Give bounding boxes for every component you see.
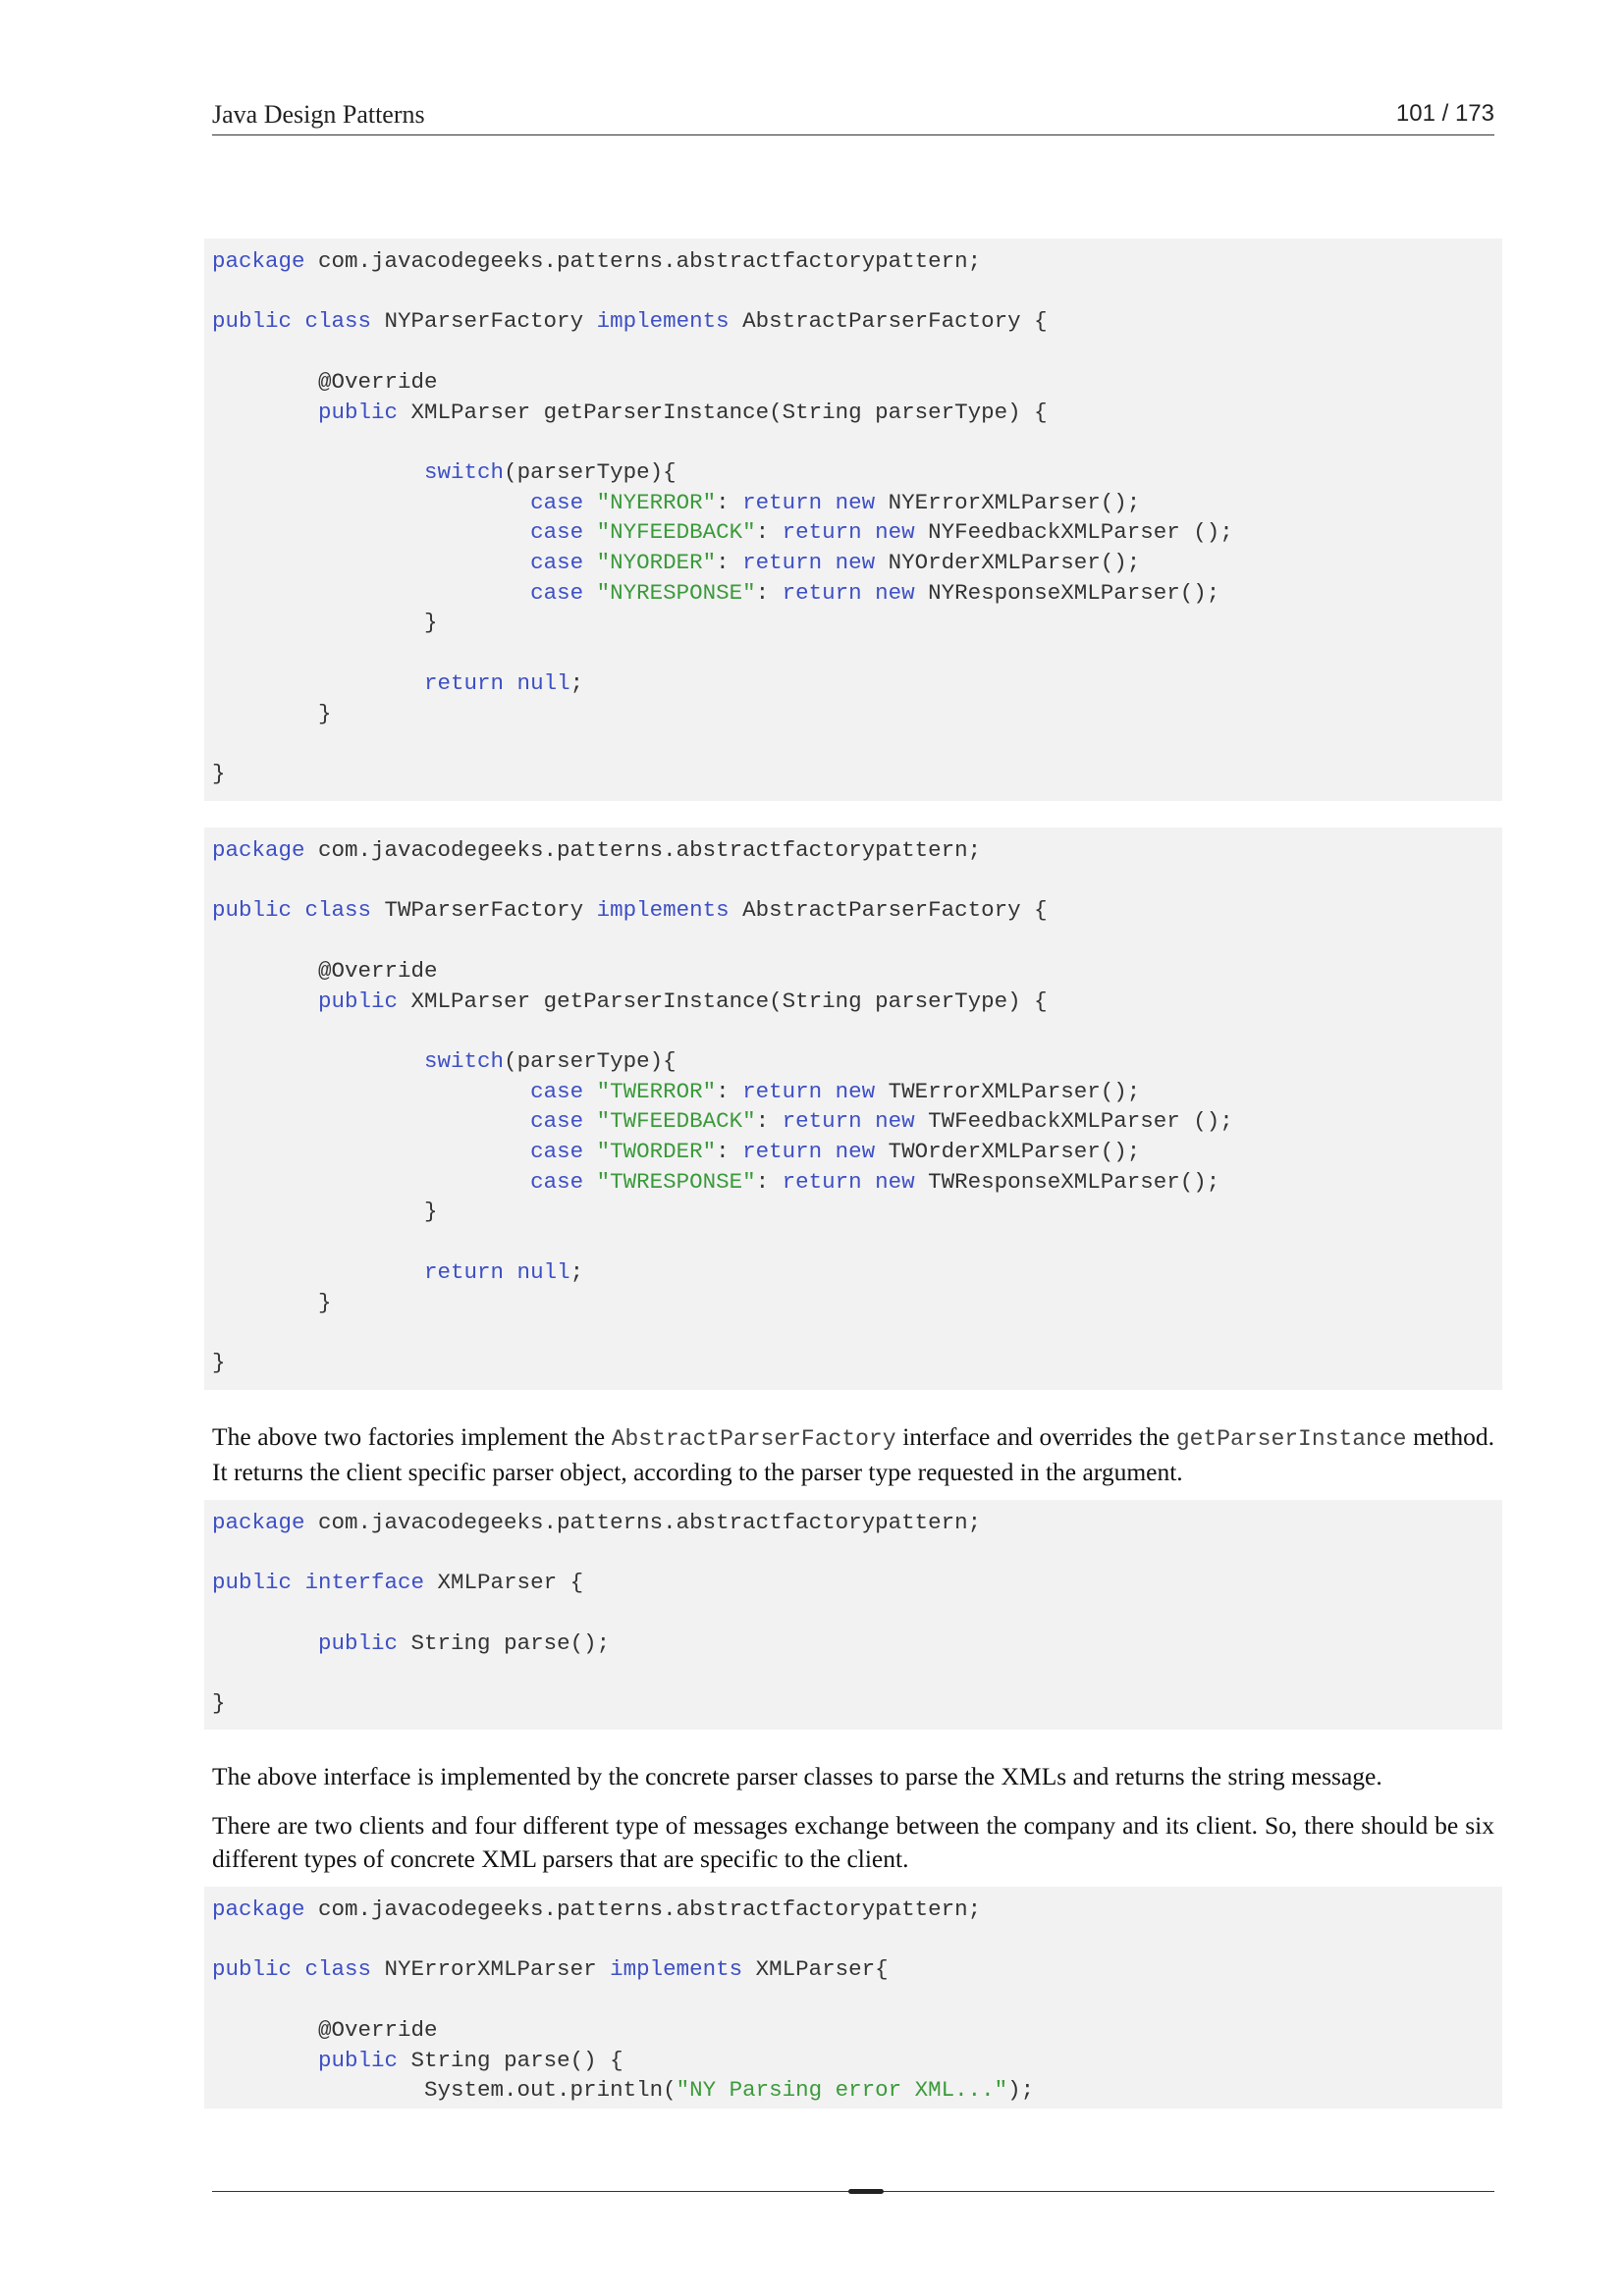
code-line	[212, 1079, 1140, 1104]
code-keyword: case	[530, 1108, 584, 1135]
code-text: String parse() {	[398, 2047, 623, 2073]
code-keyword: return new	[782, 519, 915, 546]
code-text	[583, 1139, 597, 1164]
code-line	[212, 958, 438, 984]
code-keyword: case	[530, 1168, 584, 1195]
code-keyword: public class	[212, 308, 372, 335]
code-text	[212, 2048, 318, 2073]
code-listing	[204, 1500, 1502, 1719]
code-keyword: public	[318, 1629, 399, 1656]
code-line	[212, 490, 1140, 515]
code-text	[212, 670, 424, 696]
code-text: :	[716, 550, 743, 576]
code-line	[212, 670, 583, 696]
code-line	[212, 369, 438, 395]
code-text	[212, 580, 530, 606]
code-line	[212, 2017, 438, 2043]
code-text: XMLParser{	[742, 1956, 889, 1983]
code-line	[212, 1290, 332, 1315]
code-text	[212, 1630, 318, 1656]
code-keyword: implements	[610, 1956, 743, 1983]
code-keyword: return new	[782, 1168, 915, 1195]
code-text: NYErrorXMLParser	[371, 1956, 611, 1983]
code-keyword: package	[212, 837, 305, 863]
code-line	[212, 1259, 583, 1285]
code-text: :	[755, 1108, 783, 1135]
code-keyword: public	[318, 2047, 399, 2073]
code-line	[212, 837, 981, 863]
code-text	[583, 1169, 597, 1195]
code-text: AbstractParserFactory {	[729, 308, 1048, 335]
code-text: }	[212, 700, 332, 726]
code-text: com.javacodegeeks.patterns.abstractfactorypattern;	[304, 248, 982, 274]
code-text: }	[212, 1199, 438, 1225]
code-line	[212, 1510, 981, 1535]
code-text	[583, 490, 597, 515]
code-line	[212, 459, 677, 485]
code-keyword: return new	[782, 579, 915, 606]
code-string: "TWERROR"	[596, 1078, 717, 1104]
code-text	[212, 1169, 530, 1195]
code-keyword: public class	[212, 897, 372, 924]
code-text	[212, 400, 318, 425]
code-keyword: implements	[596, 308, 730, 335]
code-line	[212, 1350, 226, 1375]
paragraph-factories-explanation	[212, 1420, 1494, 1489]
code-text: :	[755, 579, 783, 606]
document-title: Java Design Patterns	[212, 100, 425, 129]
code-text: :	[716, 1078, 743, 1104]
page-number: 101 / 173	[1395, 100, 1494, 127]
code-text	[212, 1108, 530, 1134]
code-text: XMLParser getParserInstance(String parserType) {	[398, 399, 1048, 425]
code-text: TWErrorXMLParser();	[875, 1078, 1141, 1104]
code-text: :	[755, 1168, 783, 1195]
code-text	[583, 1108, 597, 1134]
code-text: TWResponseXMLParser();	[914, 1168, 1220, 1195]
code-text: System.out.println(	[212, 2077, 677, 2104]
code-block-ny-error-xml-parser	[204, 1887, 1502, 2109]
code-line	[212, 248, 981, 274]
code-text: ;	[569, 669, 584, 696]
code-string: "NYFEEDBACK"	[596, 519, 756, 546]
code-line	[212, 1139, 1140, 1164]
code-keyword: package	[212, 1510, 305, 1535]
code-line	[212, 1956, 889, 1982]
code-string: "TWFEEDBACK"	[596, 1108, 756, 1135]
code-keyword: case	[530, 579, 584, 606]
code-text: @Override	[212, 368, 438, 395]
code-keyword: case	[530, 1078, 584, 1104]
code-keyword: return null	[424, 1258, 570, 1285]
code-block-tw-parser-factory	[204, 828, 1502, 1390]
code-text	[212, 1079, 530, 1104]
code-keyword: return new	[742, 1139, 876, 1165]
code-text: );	[1007, 2077, 1035, 2104]
code-text: }	[212, 1690, 226, 1717]
code-text	[212, 519, 530, 545]
code-line	[212, 308, 1048, 334]
code-text: @Override	[212, 957, 438, 984]
code-line	[212, 701, 332, 726]
code-listing	[204, 239, 1502, 789]
code-keyword: case	[530, 489, 584, 515]
code-text: (parserType){	[504, 1047, 677, 1074]
code-text: }	[212, 1289, 332, 1315]
code-string: "NYERROR"	[596, 489, 717, 515]
code-text: @Override	[212, 2016, 438, 2043]
code-text: }	[212, 760, 226, 786]
code-text: com.javacodegeeks.patterns.abstractfactorypattern;	[304, 1896, 982, 1922]
code-text: com.javacodegeeks.patterns.abstractfactorypattern;	[304, 837, 982, 863]
code-text	[583, 1079, 597, 1104]
code-line	[212, 519, 1233, 545]
code-block-ny-parser-factory	[204, 239, 1502, 801]
inline-code: AbstractParserFactory	[611, 1426, 896, 1452]
code-line	[212, 1048, 677, 1074]
paragraph-parsers-explanation	[212, 1809, 1494, 1876]
code-line	[212, 610, 438, 635]
code-text	[583, 550, 597, 575]
code-line	[212, 1108, 1233, 1134]
code-text: (parserType){	[504, 458, 677, 485]
code-keyword: case	[530, 550, 584, 576]
code-text: }	[212, 1349, 226, 1375]
code-text: com.javacodegeeks.patterns.abstractfactorypattern;	[304, 1510, 982, 1535]
code-text: XMLParser {	[424, 1570, 584, 1596]
code-text	[212, 490, 530, 515]
code-text: TWOrderXMLParser();	[875, 1139, 1141, 1165]
footer-mark	[848, 2189, 884, 2194]
code-text: :	[755, 519, 783, 546]
code-text: :	[716, 1139, 743, 1165]
code-keyword: switch	[424, 1047, 505, 1074]
code-string: "TWRESPONSE"	[596, 1168, 756, 1195]
code-text: TWParserFactory	[371, 897, 597, 924]
code-line	[212, 897, 1048, 923]
code-line	[212, 1630, 610, 1656]
code-text	[212, 1259, 424, 1285]
code-keyword: public	[318, 988, 399, 1014]
code-line	[212, 580, 1219, 606]
paragraph-text: There are two clients and four different type of messages exchange between the company and its client. So, there should be six different types of concrete XML parsers that are specific to the client.	[212, 1811, 1494, 1873]
code-keyword: package	[212, 1896, 305, 1922]
code-text: }	[212, 610, 438, 636]
code-string: "TWORDER"	[596, 1139, 717, 1165]
paragraph-interface-explanation	[212, 1760, 1494, 1793]
paragraph-text: The above two factories implement the	[212, 1422, 612, 1451]
code-line	[212, 1896, 981, 1922]
code-keyword: return new	[742, 489, 876, 515]
code-text	[212, 1048, 424, 1074]
code-keyword: public	[318, 399, 399, 425]
code-text	[583, 519, 597, 545]
code-text: :	[716, 489, 743, 515]
code-block-xml-parser-interface	[204, 1500, 1502, 1730]
code-keyword: return new	[742, 1078, 876, 1104]
code-keyword: return new	[782, 1108, 915, 1135]
code-string: "NY Parsing error XML..."	[676, 2077, 1008, 2104]
code-line	[212, 1570, 583, 1595]
code-keyword: public interface	[212, 1570, 425, 1596]
code-text	[212, 988, 318, 1014]
code-text: ;	[569, 1258, 584, 1285]
code-keyword: implements	[596, 897, 730, 924]
paragraph-text: interface and overrides the	[895, 1422, 1176, 1451]
code-text: NYResponseXMLParser();	[914, 579, 1220, 606]
code-string: "NYORDER"	[596, 550, 717, 576]
paragraph-text: method. It returns the client specific parser object, according to the parser type requested in the argument.	[212, 1422, 1494, 1486]
code-line	[212, 2077, 1034, 2103]
code-text	[583, 580, 597, 606]
code-line	[212, 761, 226, 786]
code-keyword: public class	[212, 1956, 372, 1983]
code-text	[212, 459, 424, 485]
code-text: NYFeedbackXMLParser ();	[914, 519, 1233, 546]
code-text: TWFeedbackXMLParser ();	[914, 1108, 1233, 1135]
paragraph-text: The above interface is implemented by the concrete parser classes to parse the XMLs and returns the string message.	[212, 1762, 1382, 1790]
code-line	[212, 2048, 623, 2073]
code-keyword: return new	[742, 550, 876, 576]
page-header	[212, 96, 1494, 135]
code-text	[212, 550, 530, 575]
code-listing	[204, 828, 1502, 1378]
code-keyword: case	[530, 519, 584, 546]
code-string: "NYRESPONSE"	[596, 579, 756, 606]
code-text: NYParserFactory	[371, 308, 597, 335]
code-line	[212, 1690, 226, 1716]
code-listing	[204, 1887, 1502, 2106]
code-text: XMLParser getParserInstance(String parserType) {	[398, 988, 1048, 1014]
code-text: String parse();	[398, 1629, 611, 1656]
code-line	[212, 550, 1140, 575]
code-keyword: return null	[424, 669, 570, 696]
code-text: NYOrderXMLParser();	[875, 550, 1141, 576]
code-text: NYErrorXMLParser();	[875, 489, 1141, 515]
code-keyword: switch	[424, 458, 505, 485]
code-line	[212, 988, 1048, 1014]
inline-code: getParserInstance	[1175, 1426, 1407, 1452]
code-line	[212, 400, 1048, 425]
code-text: AbstractParserFactory {	[729, 897, 1048, 924]
code-keyword: package	[212, 248, 305, 274]
code-text	[212, 1139, 530, 1164]
code-line	[212, 1169, 1219, 1195]
code-keyword: case	[530, 1139, 584, 1165]
code-line	[212, 1199, 438, 1224]
